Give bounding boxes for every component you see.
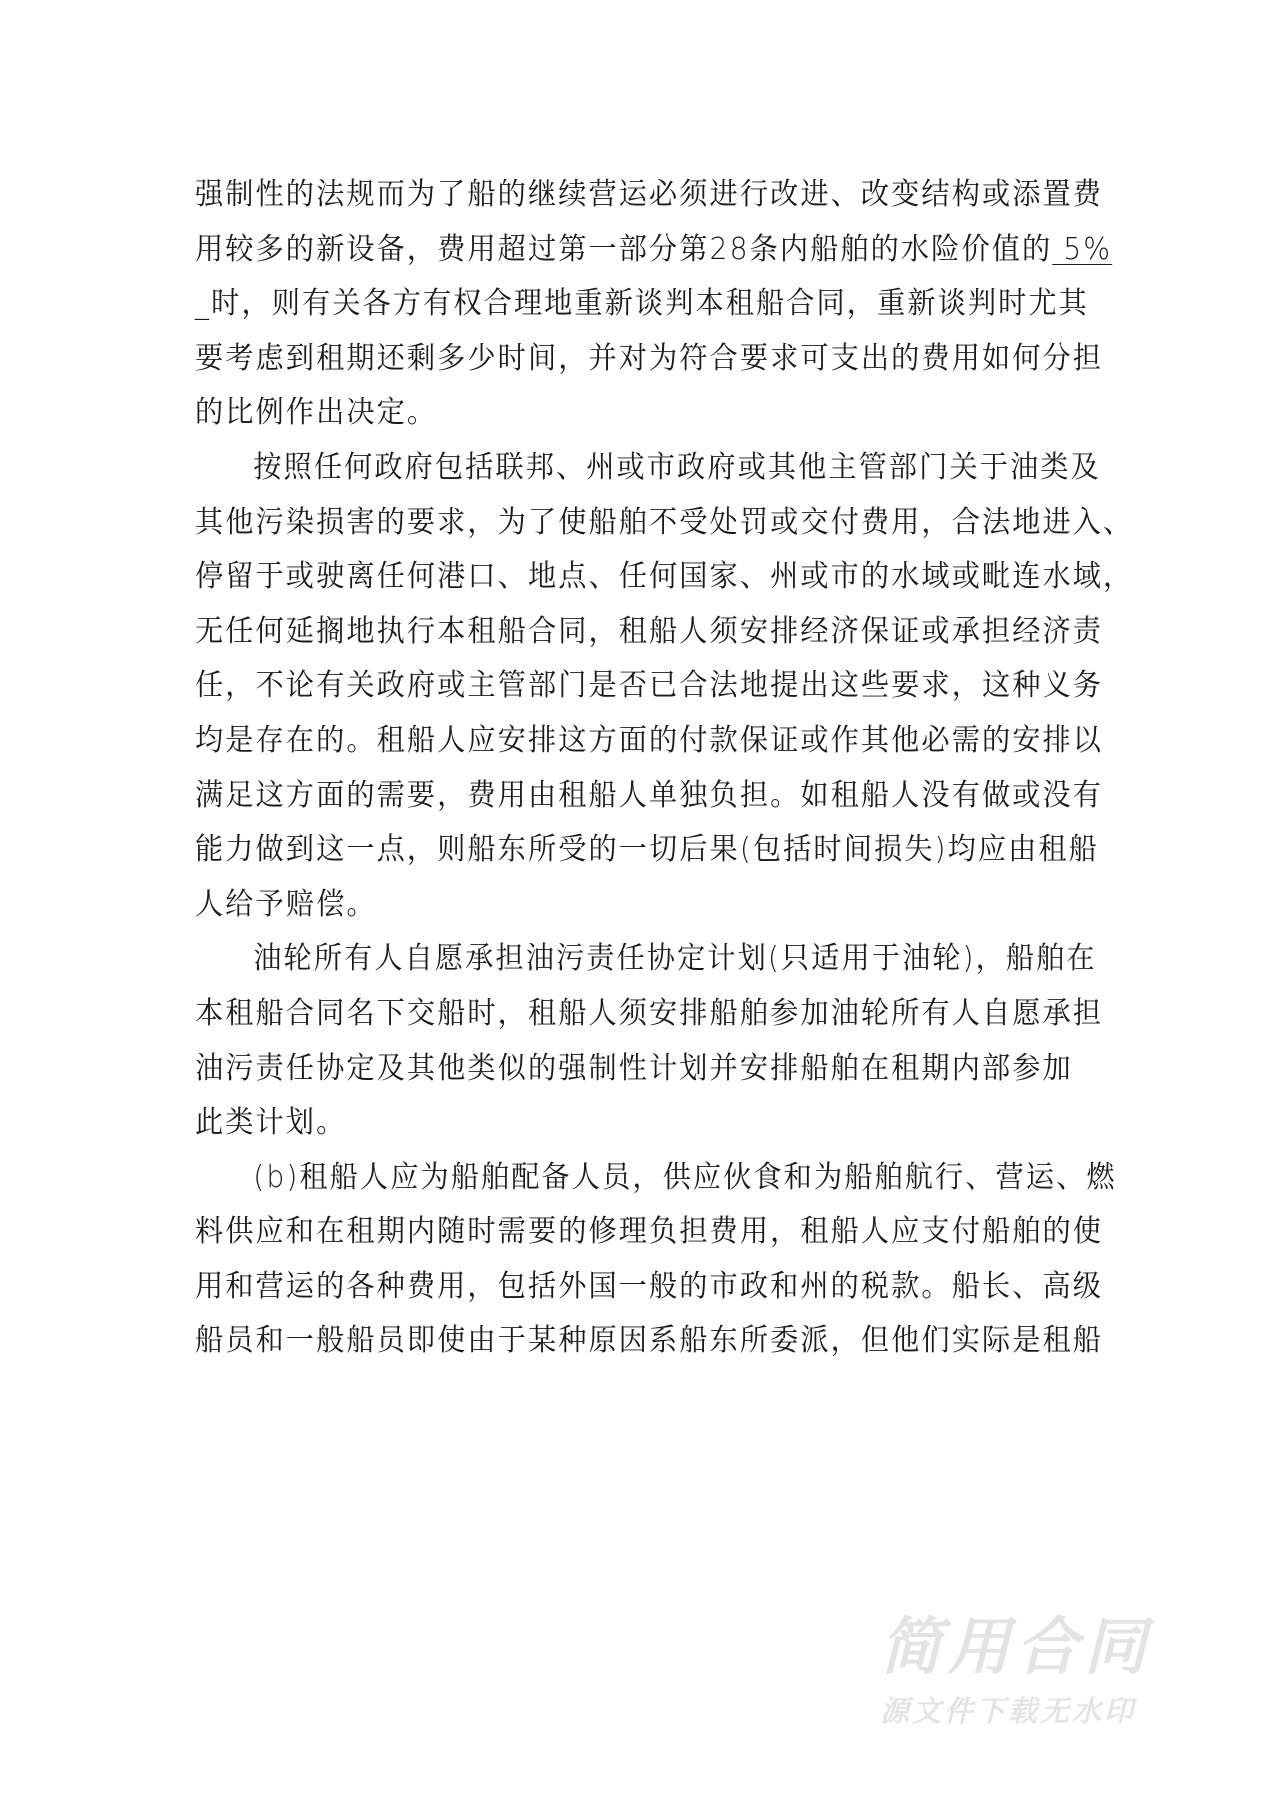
text-line [195,277,1089,332]
text-segment: 用较多的新设备，费用超过第一部分第28条内船舶的水险价值的 [195,231,1053,267]
text-line: 强制性的法规而为了船的继续营运必须进行改进、改变结构或添置费 [195,177,1104,212]
text-line: 均是存在的。租船人应安排这方面的付款保证或作其他必需的安排以 [195,722,1104,758]
text-line [195,223,1113,278]
blank-mark: _ [195,286,212,322]
paragraph-3 [195,932,1104,1150]
text-line: 按照任何政府包括联邦、州或市政府或其他主管部门关于油类及 [253,449,1101,485]
text-line: 无任何延搁地执行本租船合同，租船人须安排经济保证或承担经济责 [195,613,1104,649]
text-line: 人给予赔偿。 [195,886,377,922]
paragraph-2 [195,441,1134,932]
text-line: 其他污染损害的要求，为了使船舶不受处罚或交付费用，合法地进入、 [195,504,1134,540]
watermark-title: 简用合同 [880,1610,1153,1683]
text-line: 用和营运的各种费用，包括外国一般的市政和州的税款。船长、高级 [195,1268,1104,1304]
text-line: 任，不论有关政府或主管部门是否已合法地提出这些要求，这种义务 [195,668,1104,704]
underlined-percentage: 5% [1052,231,1113,267]
text-line: (b)租船人应为船舶配备人员，供应伙食和为船舶航行、营运、燃 [253,1159,1117,1195]
text-line: 能力做到这一点，则船东所受的一切后果(包括时间损失)均应由租船 [195,832,1099,868]
text-line: 停留于或驶离任何港口、地点、任何国家、州或市的水域或毗连水域， [195,559,1134,595]
paragraph-1 [195,168,1113,441]
text-line: 船员和一般船员即使由于某种原因系船东所委派，但他们实际是租船 [195,1323,1104,1359]
text-line: 的比例作出决定。 [195,395,438,431]
text-line: 要考虑到租期还剩多少时间，并对为符合要求可支出的费用如何分担 [195,340,1104,376]
text-line: 此类计划。 [195,1105,347,1141]
document-body [195,168,1134,1369]
paragraph-4 [195,1151,1117,1369]
text-line: 满足这方面的需要，费用由租船人单独负担。如租船人没有做或没有 [195,777,1104,813]
text-segment: 时，则有关各方有权合理地重新谈判本租船合同，重新谈判时尤其 [211,286,1089,322]
text-line: 本租船合同名下交船时，租船人须安排船舶参加油轮所有人自愿承担 [195,995,1104,1031]
text-line: 油轮所有人自愿承担油污责任协定计划(只适用于油轮)，船舶在 [253,941,1097,977]
text-line: 油污责任协定及其他类似的强制性计划并安排船舶在租期内部参加 [195,1050,1073,1086]
watermark [880,1612,1240,1736]
text-line: 料供应和在租期内随时需要的修理负担费用，租船人应支付船舶的使 [195,1214,1104,1250]
watermark-subtitle: 源文件下载无水印 [880,1694,1137,1728]
